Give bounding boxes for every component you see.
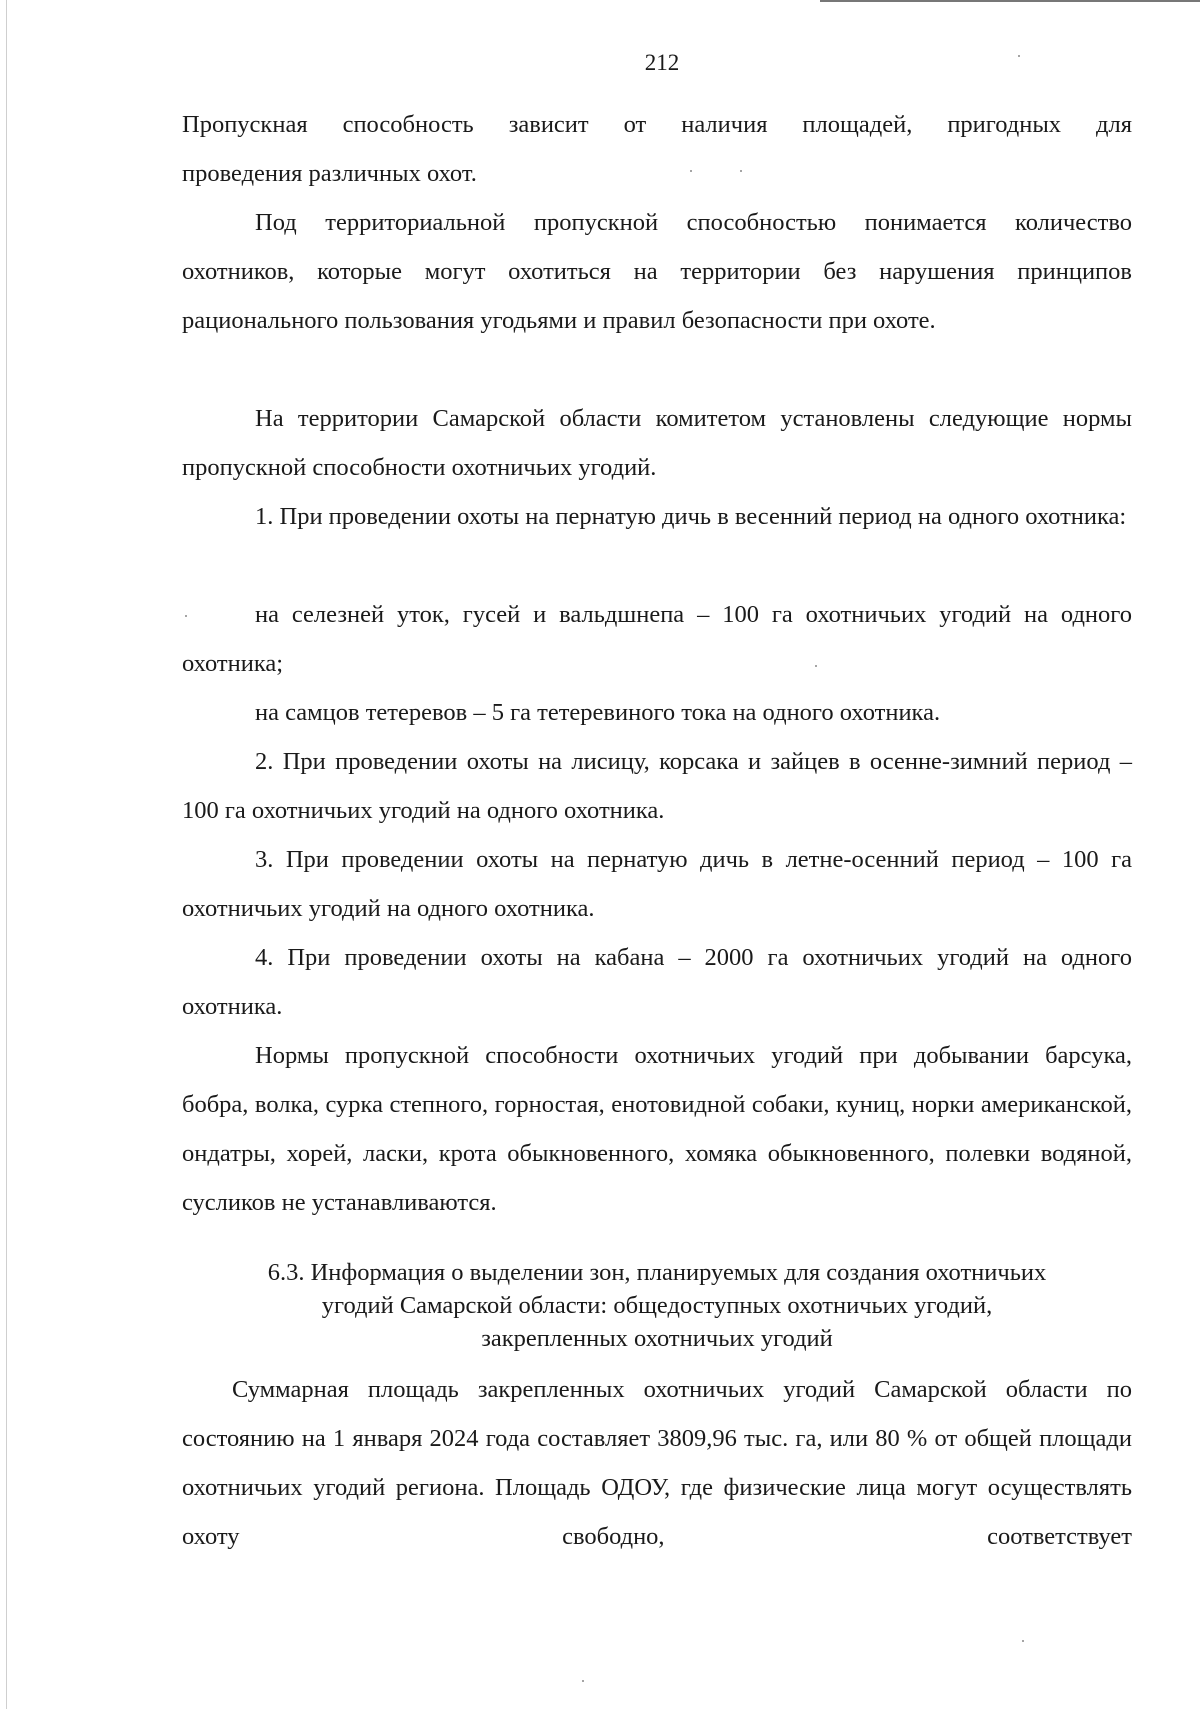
norm-item-2: 2. При проведении охоты на лисицу, корсака и зайцев в осенне-зимний период – 100 га охотничьих угодий на одного охотника. (182, 748, 1132, 824)
section-heading-line-3: закрепленных охотничьих угодий (481, 1325, 833, 1352)
section-heading-line-2: угодий Самарской области: общедоступных охотничьих угодий, (321, 1292, 993, 1319)
paragraph-1-line-1: Пропускная способность зависит от наличия площадей, пригодных для (182, 111, 1132, 138)
paragraph-norms-intro: На территории Самарской области комитетом установлены следующие нормы пропускной способности охотничьих угодий. (182, 405, 1132, 481)
norm-item-1-grouse: на самцов тетеревов – 5 га тетеревиного тока на одного охотника. (255, 699, 941, 726)
scan-speck (690, 170, 692, 172)
scan-speck (1022, 1640, 1024, 1642)
section-heading-line-1: 6.3. Информация о выделении зон, планируемых для создания охотничьих (267, 1259, 1047, 1286)
page-number: 212 (644, 50, 680, 75)
scan-speck (1018, 55, 1020, 57)
paragraph-no-norms: Нормы пропускной способности охотничьих угодий при добывании барсука, бобра, волка, сурка степного, горностая, енотовидной собаки, куниц, норки американской, ондатры, хорей, ласки, крота обыкновенного, хомяка обыкновенного, полевки водяной, сусликов не устанавливаются. (182, 1042, 1132, 1216)
scan-speck (740, 170, 742, 172)
paragraph-total-area: Суммарная площадь закрепленных охотничьих угодий Самарской области по состоянию на 1 января 2024 года составляет 3809,96 тыс. га, или 80 % от общей площади охотничьих угодий региона. Площадь ОДОУ, где физические лица могут осуществлять охоту свободно, соответствует (182, 1376, 1132, 1550)
norm-item-4: 4. При проведении охоты на кабана – 2000 га охотничьих угодий на одного охотника. (182, 944, 1132, 1020)
scan-top-line (820, 0, 1200, 2)
norm-item-1: 1. При проведении охоты на пернатую дичь в весенний период на одного охотника: (255, 503, 1127, 530)
norm-item-1-ducks: на селезней уток, гусей и вальдшнепа – 100 га охотничьих угодий на одного охотника; (182, 601, 1132, 677)
page-edge (6, 0, 7, 1709)
paragraph-territorial-capacity: Под территориальной пропускной способностью понимается количество охотников, которые могут охотиться на территории без нарушения принципов рационального пользования угодьями и правил безопасности при охоте. (182, 209, 1132, 334)
scan-speck (815, 665, 817, 667)
scan-speck (582, 1680, 584, 1682)
scan-speck (185, 615, 187, 617)
norm-item-3: 3. При проведении охоты на пернатую дичь в летне-осенний период – 100 га охотничьих угодий на одного охотника. (182, 846, 1132, 922)
paragraph-1-line-2: проведения различных охот. (182, 160, 477, 187)
